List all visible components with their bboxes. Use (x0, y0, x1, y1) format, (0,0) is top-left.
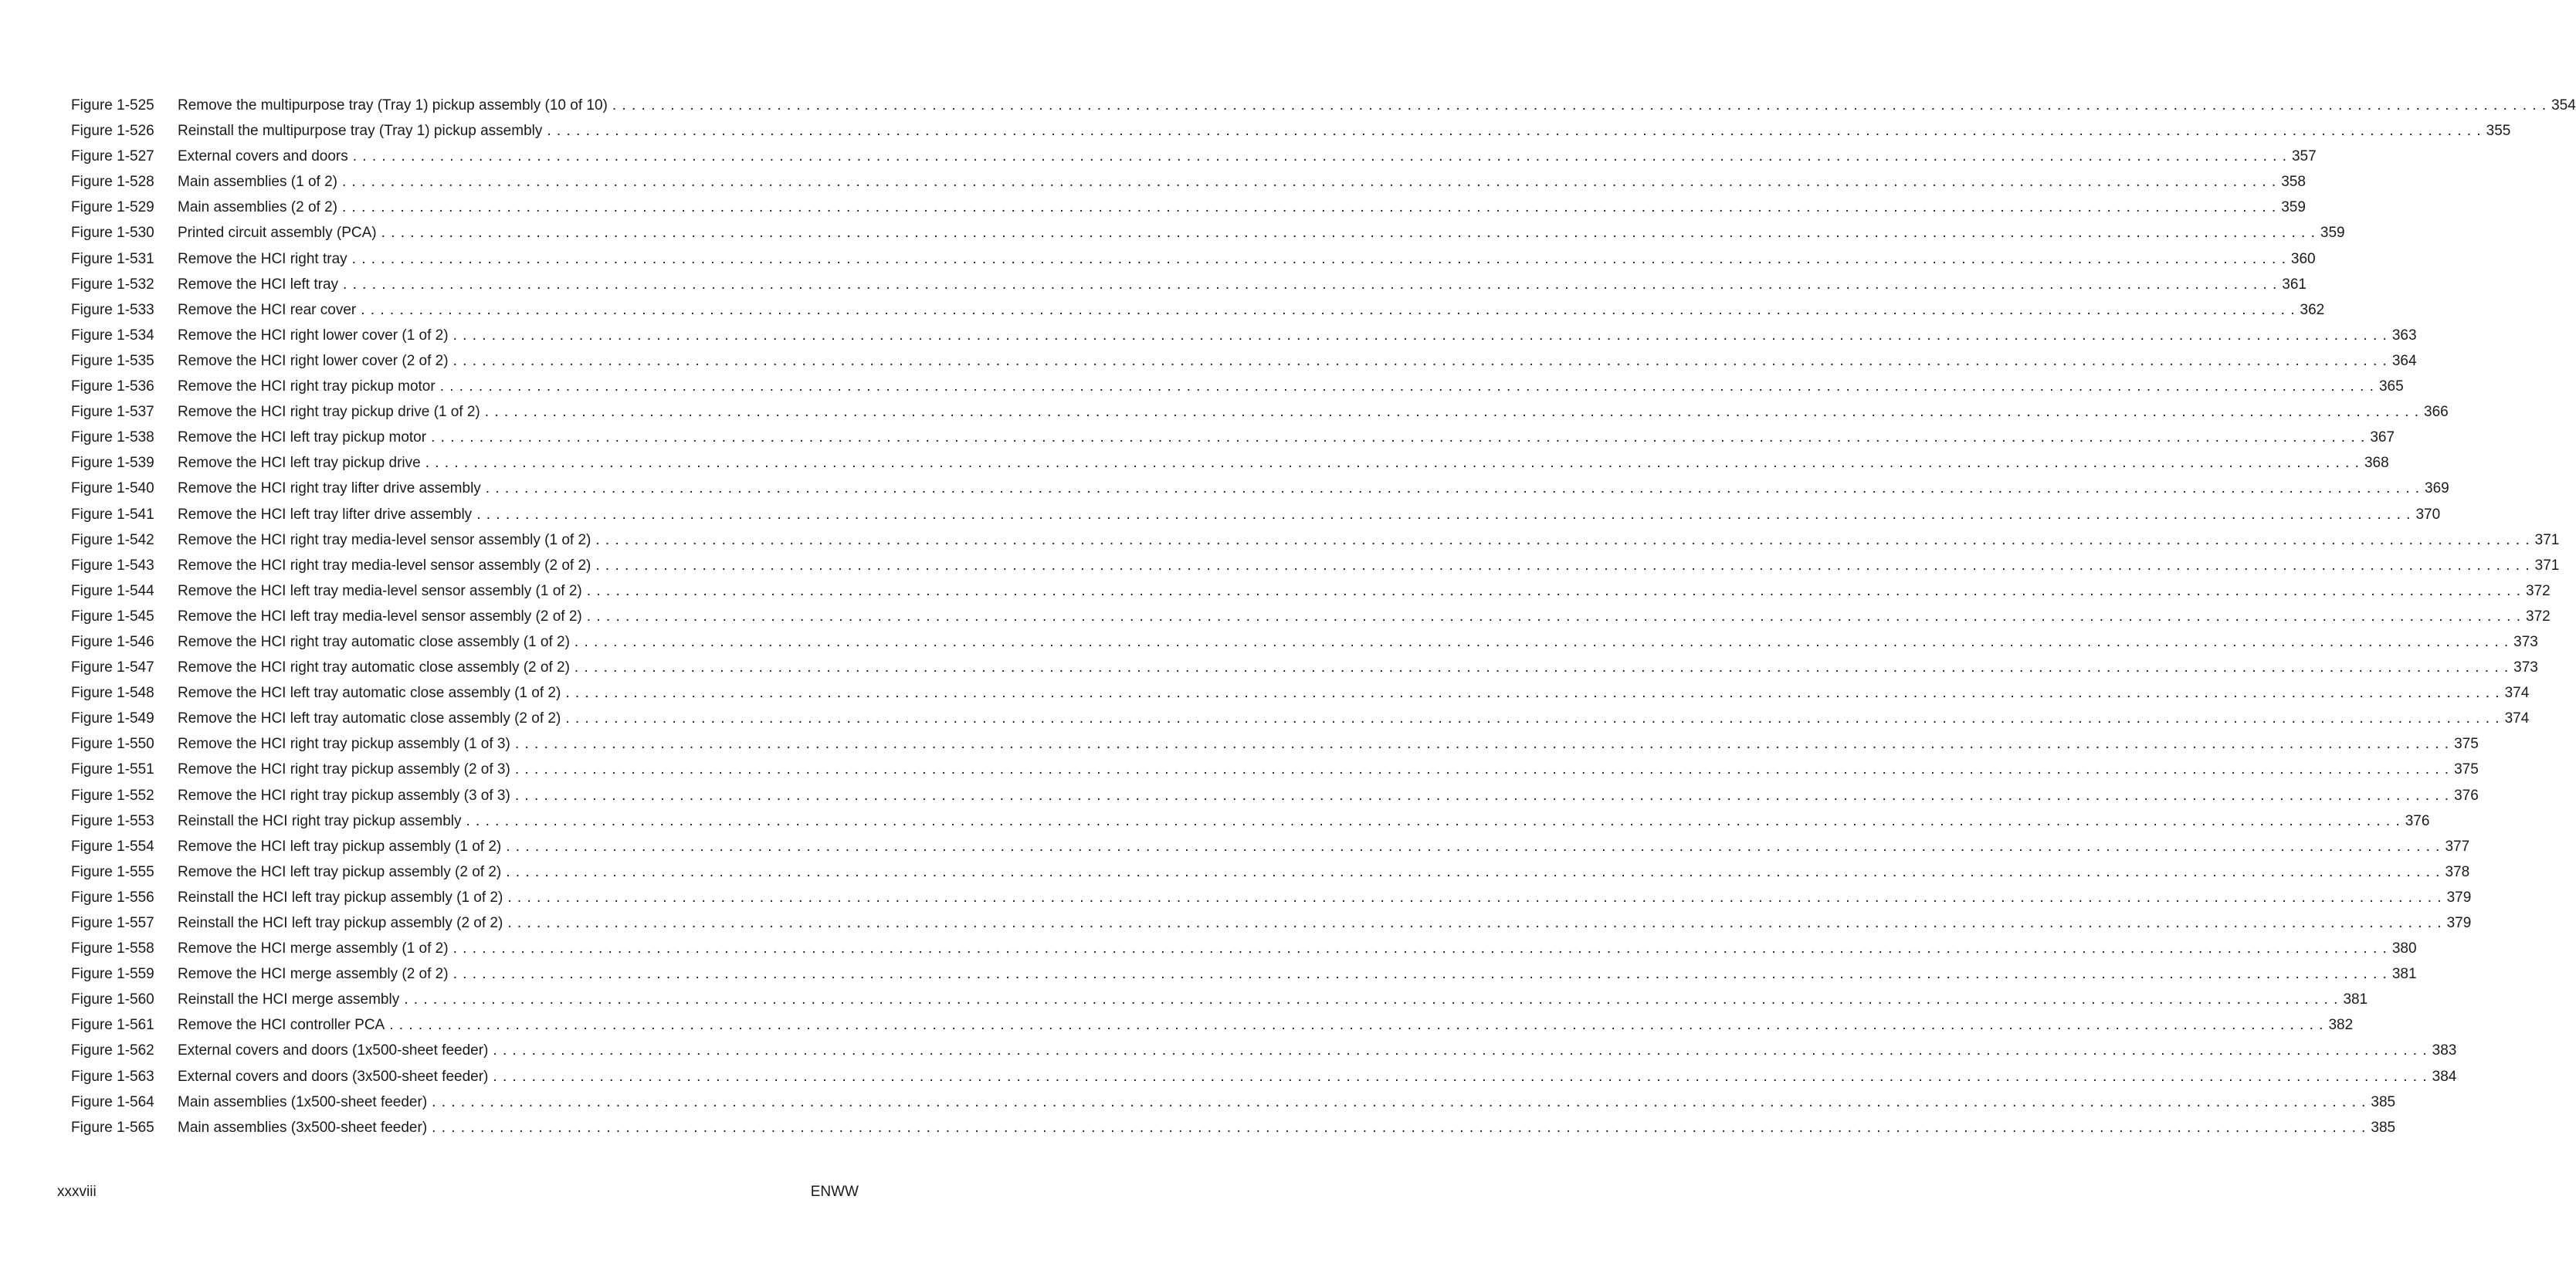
figure-title: Remove the HCI left tray pickup motor (178, 429, 427, 446)
figure-number: Figure 1-526 (71, 123, 154, 140)
figure-title: Remove the HCI left tray automatic close assembly (2 of 2) (178, 710, 561, 727)
page-number: 383 (2432, 1042, 2457, 1059)
dot-leader: . . . . . . . . . . . . . . . . . . . . . . . . . . . . . . . . . . . . . . . . . . . . . . . . . . . . . . . . . . . . . . . . . . . . . . . . . . . . . . . . . . . . . . . . . . . . . . . . . . . . . . . . . . . . . . . . . . . . . . . . . . . . . . . . . . . . . . . . . . . . . . . . . . . . . . . . . . . . . . . . . . . . . . . . . . . . . . . . . . . . . . . . . . . . . . . . . . . . . . . . (586, 608, 2522, 625)
figure-number: Figure 1-527 (71, 148, 154, 165)
page-number: 379 (2446, 915, 2472, 931)
figure-number: Figure 1-564 (71, 1093, 154, 1110)
figure-number: Figure 1-529 (71, 199, 154, 216)
figure-number: Figure 1-538 (71, 429, 154, 446)
figure-title: Reinstall the multipurpose tray (Tray 1) pickup assembly (178, 123, 543, 140)
page-number: 371 (2534, 531, 2560, 548)
toc-entry[interactable] (71, 987, 2368, 1012)
figure-title: Main assemblies (3x500-sheet feeder) (178, 1119, 428, 1136)
figure-number: Figure 1-548 (71, 685, 154, 702)
figure-number: Figure 1-561 (71, 1017, 154, 1034)
toc-entry[interactable] (71, 1115, 2396, 1140)
dot-leader: . . . . . . . . . . . . . . . . . . . . . . . . . . . . . . . . . . . . . . . . . . . . . . . . . . . . . . . . . . . . . . . . . . . . . . . . . . . . . . . . . . . . . . . . . . . . . . . . . . . . . . . . . . . . . . . . . . . . . . . . . . . . . . . . . . . . . . . . . . . . . . . . . . . . . . . . . . . . . . . . . . . . . . . . . . . . . . . . . . . . . . . . . . . . . . . . . . . . . . . . (574, 633, 2510, 650)
toc-entry[interactable] (71, 246, 2316, 272)
toc-entry[interactable] (71, 144, 2317, 169)
figure-number: Figure 1-552 (71, 787, 154, 804)
figure-title: Remove the HCI left tray media-level sensor assembly (1 of 2) (178, 582, 582, 599)
page-number: 371 (2534, 557, 2560, 574)
figure-number: Figure 1-556 (71, 889, 154, 906)
figure-number: Figure 1-528 (71, 174, 154, 191)
figure-number: Figure 1-533 (71, 301, 154, 318)
toc-entry[interactable] (71, 1012, 2354, 1038)
page-number: 382 (2328, 1017, 2354, 1034)
toc-entry[interactable] (71, 1038, 2457, 1063)
dot-leader: . . . . . . . . . . . . . . . . . . . . . . . . . . . . . . . . . . . . . . . . . . . . . . . . . . . . . . . . . . . . . . . . . . . . . . . . . . . . . . . . . . . . . . . . . . . . . . . . . . . . . . . . . . . . . . . . . . . . . . . . . . . . . . . . . . . . . . . . . . . . . . . . . . . . . . . . . . . . . . . . . . . . . . . . . . . . . . . . . . . . . . . . . . . . . . . . . . . . . . . . (431, 429, 2366, 446)
toc-entry[interactable] (71, 323, 2417, 348)
page-number: 360 (2290, 250, 2316, 267)
figure-title: Remove the HCI left tray media-level sensor assembly (2 of 2) (178, 608, 582, 625)
dot-leader: . . . . . . . . . . . . . . . . . . . . . . . . . . . . . . . . . . . . . . . . . . . . . . . . . . . . . . . . . . . . . . . . . . . . . . . . . . . . . . . . . . . . . . . . . . . . . . . . . . . . . . . . . . . . . . . . . . . . . . . . . . . . . . . . . . . . . . . . . . . . . . . . . . . . . . . . . . . . . . . . . . . . . . . . . . . . . . . . . . . . . . . . . . . . . . . . . . . . . . . . (493, 1042, 2428, 1059)
toc-entry[interactable] (71, 476, 2449, 501)
toc-entry[interactable] (71, 961, 2417, 987)
figure-title: Remove the HCI left tray pickup assembly (2 of 2) (178, 863, 502, 880)
dot-leader: . . . . . . . . . . . . . . . . . . . . . . . . . . . . . . . . . . . . . . . . . . . . . . . . . . . . . . . . . . . . . . . . . . . . . . . . . . . . . . . . . . . . . . . . . . . . . . . . . . . . . . . . . . . . . . . . . . . . . . . . . . . . . . . . . . . . . . . . . . . . . . . . . . . . . . . . . . . . . . . . . . . . . . . . . . . . . . . . . . . . . . . . . . . . . . . . . . . . . . . . (493, 1068, 2428, 1085)
figure-title: Remove the HCI right tray automatic close assembly (2 of 2) (178, 659, 570, 676)
page-number: 355 (2486, 123, 2511, 140)
page-number: 359 (2281, 199, 2306, 216)
dot-leader: . . . . . . . . . . . . . . . . . . . . . . . . . . . . . . . . . . . . . . . . . . . . . . . . . . . . . . . . . . . . . . . . . . . . . . . . . . . . . . . . . . . . . . . . . . . . . . . . . . . . . . . . . . . . . . . . . . . . . . . . . . . . . . . . . . . . . . . . . . . . . . . . . . . . . . . . . . . . . . . . . . . . . . . . . . . . . . . . . . . . . . . . . . . . . . . . . . . . . . . . (351, 250, 2286, 267)
toc-entry[interactable] (71, 604, 2551, 629)
page-number: 358 (2281, 174, 2306, 191)
figure-title: Remove the HCI rear cover (178, 301, 357, 318)
figure-title: Remove the HCI left tray pickup drive (178, 455, 421, 472)
dot-leader: . . . . . . . . . . . . . . . . . . . . . . . . . . . . . . . . . . . . . . . . . . . . . . . . . . . . . . . . . . . . . . . . . . . . . . . . . . . . . . . . . . . . . . . . . . . . . . . . . . . . . . . . . . . . . . . . . . . . . . . . . . . . . . . . . . . . . . . . . . . . . . . . . . . . . . . . . . . . . . . . . . . . . . . . . . . . . . . . . . . . . . . . . . . . . . . . . . . . . . . . (484, 404, 2420, 421)
dot-leader: . . . . . . . . . . . . . . . . . . . . . . . . . . . . . . . . . . . . . . . . . . . . . . . . . . . . . . . . . . . . . . . . . . . . . . . . . . . . . . . . . . . . . . . . . . . . . . . . . . . . . . . . . . . . . . . . . . . . . . . . . . . . . . . . . . . . . . . . . . . . . . . . . . . . . . . . . . . . . . . . . . . . . . . . . . . . . . . . . . . . . . . . . . . . . . . . . . . . . . . . (506, 863, 2441, 880)
figure-title: Remove the HCI merge assembly (2 of 2) (178, 966, 449, 983)
toc-entry[interactable] (71, 169, 2306, 195)
toc-entry[interactable] (71, 297, 2325, 323)
dot-leader: . . . . . . . . . . . . . . . . . . . . . . . . . . . . . . . . . . . . . . . . . . . . . . . . . . . . . . . . . . . . . . . . . . . . . . . . . . . . . . . . . . . . . . . . . . . . . . . . . . . . . . . . . . . . . . . . . . . . . . . . . . . . . . . . . . . . . . . . . . . . . . . . . . . . . . . . . . . . . . . . . . . . . . . . . . . . . . . . . . . . . . . . . . . . . . . . . . . . . . . . (595, 531, 2530, 548)
dot-leader: . . . . . . . . . . . . . . . . . . . . . . . . . . . . . . . . . . . . . . . . . . . . . . . . . . . . . . . . . . . . . . . . . . . . . . . . . . . . . . . . . . . . . . . . . . . . . . . . . . . . . . . . . . . . . . . . . . . . . . . . . . . . . . . . . . . . . . . . . . . . . . . . . . . . . . . . . . . . . . . . . . . . . . . . . . . . . . . . . . . . . . . . . . . . . . . . . . . . . . . . (612, 97, 2547, 114)
toc-entry[interactable] (71, 910, 2472, 936)
figure-title: Remove the HCI right tray media-level sensor assembly (1 of 2) (178, 531, 591, 548)
dot-leader: . . . . . . . . . . . . . . . . . . . . . . . . . . . . . . . . . . . . . . . . . . . . . . . . . . . . . . . . . . . . . . . . . . . . . . . . . . . . . . . . . . . . . . . . . . . . . . . . . . . . . . . . . . . . . . . . . . . . . . . . . . . . . . . . . . . . . . . . . . . . . . . . . . . . . . . . . . . . . . . . . . . . . . . . . . . . . . . . . . . . . . . . . . . . . . . . . . . . . . . . (514, 736, 2450, 753)
figure-title: Remove the HCI right tray lifter drive assembly (178, 480, 481, 497)
dot-leader: . . . . . . . . . . . . . . . . . . . . . . . . . . . . . . . . . . . . . . . . . . . . . . . . . . . . . . . . . . . . . . . . . . . . . . . . . . . . . . . . . . . . . . . . . . . . . . . . . . . . . . . . . . . . . . . . . . . . . . . . . . . . . . . . . . . . . . . . . . . . . . . . . . . . . . . . . . . . . . . . . . . . . . . . . . . . . . . . . . . . . . . . . . . . . . . . . . . . . . . . (452, 940, 2388, 957)
dot-leader: . . . . . . . . . . . . . . . . . . . . . . . . . . . . . . . . . . . . . . . . . . . . . . . . . . . . . . . . . . . . . . . . . . . . . . . . . . . . . . . . . . . . . . . . . . . . . . . . . . . . . . . . . . . . . . . . . . . . . . . . . . . . . . . . . . . . . . . . . . . . . . . . . . . . . . . . . . . . . . . . . . . . . . . . . . . . . . . . . . . . . . . . . . . . . . . . . . . . . . . . (507, 889, 2442, 906)
toc-entry[interactable] (71, 220, 2345, 246)
dot-leader: . . . . . . . . . . . . . . . . . . . . . . . . . . . . . . . . . . . . . . . . . . . . . . . . . . . . . . . . . . . . . . . . . . . . . . . . . . . . . . . . . . . . . . . . . . . . . . . . . . . . . . . . . . . . . . . . . . . . . . . . . . . . . . . . . . . . . . . . . . . . . . . . . . . . . . . . . . . . . . . . . . . . . . . . . . . . . . . . . . . . . . . . . . . . . . . . . . . . . . . . (343, 276, 2278, 293)
dot-leader: . . . . . . . . . . . . . . . . . . . . . . . . . . . . . . . . . . . . . . . . . . . . . . . . . . . . . . . . . . . . . . . . . . . . . . . . . . . . . . . . . . . . . . . . . . . . . . . . . . . . . . . . . . . . . . . . . . . . . . . . . . . . . . . . . . . . . . . . . . . . . . . . . . . . . . . . . . . . . . . . . . . . . . . . . . . . . . . . . . . . . . . . . . . . . . . . . . . . . . . . (586, 582, 2522, 599)
figure-title: Remove the HCI right lower cover (1 of 2) (178, 327, 449, 344)
page-number: 372 (2526, 582, 2551, 599)
page-number: 357 (2291, 148, 2317, 165)
footer-doc-code: ENWW (810, 1184, 859, 1200)
figure-title: Remove the HCI controller PCA (178, 1017, 385, 1034)
dot-leader: . . . . . . . . . . . . . . . . . . . . . . . . . . . . . . . . . . . . . . . . . . . . . . . . . . . . . . . . . . . . . . . . . . . . . . . . . . . . . . . . . . . . . . . . . . . . . . . . . . . . . . . . . . . . . . . . . . . . . . . . . . . . . . . . . . . . . . . . . . . . . . . . . . . . . . . . . . . . . . . . . . . . . . . . . . . . . . . . . . . . . . . . . . . . . . . . . . . . . . . . (452, 327, 2388, 344)
toc-entry[interactable] (71, 757, 2479, 782)
toc-entry[interactable] (71, 195, 2306, 220)
figure-title: Remove the HCI left tray pickup assembly (1 of 2) (178, 838, 502, 855)
dot-leader: . . . . . . . . . . . . . . . . . . . . . . . . . . . . . . . . . . . . . . . . . . . . . . . . . . . . . . . . . . . . . . . . . . . . . . . . . . . . . . . . . . . . . . . . . . . . . . . . . . . . . . . . . . . . . . . . . . . . . . . . . . . . . . . . . . . . . . . . . . . . . . . . . . . . . . . . . . . . . . . . . . . . . . . . . . . . . . . . . . . . . . . . . . . . . . . . . . . . . . . . (476, 506, 2412, 523)
page-number: 378 (2445, 863, 2470, 880)
toc-entry[interactable] (71, 93, 2576, 118)
dot-leader: . . . . . . . . . . . . . . . . . . . . . . . . . . . . . . . . . . . . . . . . . . . . . . . . . . . . . . . . . . . . . . . . . . . . . . . . . . . . . . . . . . . . . . . . . . . . . . . . . . . . . . . . . . . . . . . . . . . . . . . . . . . . . . . . . . . . . . . . . . . . . . . . . . . . . . . . . . . . . . . . . . . . . . . . . . . . . . . . . . . . . . . . . . . . . . . . . . . . . . . . (565, 685, 2500, 702)
figure-number: Figure 1-525 (71, 97, 154, 114)
toc-entry[interactable] (71, 808, 2430, 834)
figure-number: Figure 1-543 (71, 557, 154, 574)
dot-leader: . . . . . . . . . . . . . . . . . . . . . . . . . . . . . . . . . . . . . . . . . . . . . . . . . . . . . . . . . . . . . . . . . . . . . . . . . . . . . . . . . . . . . . . . . . . . . . . . . . . . . . . . . . . . . . . . . . . . . . . . . . . . . . . . . . . . . . . . . . . . . . . . . . . . . . . . . . . . . . . . . . . . . . . . . . . . . . . . . . . . . . . . . . . . . . . . . . . . . . . . (352, 148, 2287, 165)
page-number: 380 (2391, 940, 2417, 957)
figure-title: Remove the HCI right tray pickup assembly (2 of 3) (178, 761, 510, 778)
page-number: 376 (2405, 812, 2430, 829)
dot-leader: . . . . . . . . . . . . . . . . . . . . . . . . . . . . . . . . . . . . . . . . . . . . . . . . . . . . . . . . . . . . . . . . . . . . . . . . . . . . . . . . . . . . . . . . . . . . . . . . . . . . . . . . . . . . . . . . . . . . . . . . . . . . . . . . . . . . . . . . . . . . . . . . . . . . . . . . . . . . . . . . . . . . . . . . . . . . . . . . . . . . . . . . . . . . . . . . . . . . . . . . (432, 1093, 2367, 1110)
toc-entry[interactable] (71, 680, 2530, 706)
page-number: 368 (2364, 455, 2389, 472)
dot-leader: . . . . . . . . . . . . . . . . . . . . . . . . . . . . . . . . . . . . . . . . . . . . . . . . . . . . . . . . . . . . . . . . . . . . . . . . . . . . . . . . . . . . . . . . . . . . . . . . . . . . . . . . . . . . . . . . . . . . . . . . . . . . . . . . . . . . . . . . . . . . . . . . . . . . . . . . . . . . . . . . . . . . . . . . . . . . . . . . . . . . . . . . . . . . . . . . . . . . . . . . (341, 199, 2277, 216)
figure-number: Figure 1-553 (71, 812, 154, 829)
figure-number: Figure 1-562 (71, 1042, 154, 1059)
figure-number: Figure 1-530 (71, 225, 154, 242)
figure-title: Remove the HCI right lower cover (2 of 2) (178, 352, 449, 369)
figure-title: External covers and doors (178, 148, 348, 165)
figure-title: Remove the HCI right tray pickup drive (1 of 2) (178, 404, 480, 421)
dot-leader: . . . . . . . . . . . . . . . . . . . . . . . . . . . . . . . . . . . . . . . . . . . . . . . . . . . . . . . . . . . . . . . . . . . . . . . . . . . . . . . . . . . . . . . . . . . . . . . . . . . . . . . . . . . . . . . . . . . . . . . . . . . . . . . . . . . . . . . . . . . . . . . . . . . . . . . . . . . . . . . . . . . . . . . . . . . . . . . . . . . . . . . . . . . . . . . . . . . . . . . . (547, 123, 2482, 140)
toc-entry[interactable] (71, 399, 2449, 425)
figure-title: Remove the HCI left tray automatic close assembly (1 of 2) (178, 685, 561, 702)
page-number: 374 (2504, 710, 2530, 727)
figure-number: Figure 1-559 (71, 966, 154, 983)
figure-number: Figure 1-539 (71, 455, 154, 472)
dot-leader: . . . . . . . . . . . . . . . . . . . . . . . . . . . . . . . . . . . . . . . . . . . . . . . . . . . . . . . . . . . . . . . . . . . . . . . . . . . . . . . . . . . . . . . . . . . . . . . . . . . . . . . . . . . . . . . . . . . . . . . . . . . . . . . . . . . . . . . . . . . . . . . . . . . . . . . . . . . . . . . . . . . . . . . . . . . . . . . . . . . . . . . . . . . . . . . . . . . . . . . . (425, 455, 2360, 472)
figure-title: Reinstall the HCI right tray pickup assembly (178, 812, 462, 829)
toc-entry[interactable] (71, 1064, 2457, 1089)
dot-leader: . . . . . . . . . . . . . . . . . . . . . . . . . . . . . . . . . . . . . . . . . . . . . . . . . . . . . . . . . . . . . . . . . . . . . . . . . . . . . . . . . . . . . . . . . . . . . . . . . . . . . . . . . . . . . . . . . . . . . . . . . . . . . . . . . . . . . . . . . . . . . . . . . . . . . . . . . . . . . . . . . . . . . . . . . . . . . . . . . . . . . . . . . . . . . . . . . . . . . . . . (452, 352, 2388, 369)
page-number: 375 (2454, 736, 2479, 753)
figure-number: Figure 1-565 (71, 1119, 154, 1136)
figure-number: Figure 1-534 (71, 327, 154, 344)
figure-title: Main assemblies (2 of 2) (178, 199, 337, 216)
page-number: 375 (2454, 761, 2479, 778)
figure-title: Remove the multipurpose tray (Tray 1) pickup assembly (10 of 10) (178, 97, 608, 114)
toc-entry[interactable] (71, 502, 2441, 527)
figure-title: Remove the HCI merge assembly (1 of 2) (178, 940, 449, 957)
dot-leader: . . . . . . . . . . . . . . . . . . . . . . . . . . . . . . . . . . . . . . . . . . . . . . . . . . . . . . . . . . . . . . . . . . . . . . . . . . . . . . . . . . . . . . . . . . . . . . . . . . . . . . . . . . . . . . . . . . . . . . . . . . . . . . . . . . . . . . . . . . . . . . . . . . . . . . . . . . . . . . . . . . . . . . . . . . . . . . . . . . . . . . . . . . . . . . . . . . . . . . . . (514, 761, 2450, 778)
toc-entry[interactable] (71, 272, 2307, 297)
figure-number: Figure 1-551 (71, 761, 154, 778)
page-number: 369 (2425, 480, 2449, 497)
figure-title: Reinstall the HCI left tray pickup assembly (2 of 2) (178, 915, 503, 931)
page-number: 381 (2343, 991, 2368, 1008)
toc-entry[interactable] (71, 655, 2538, 680)
page-number: 379 (2446, 889, 2472, 906)
figure-number: Figure 1-542 (71, 531, 154, 548)
dot-leader: . . . . . . . . . . . . . . . . . . . . . . . . . . . . . . . . . . . . . . . . . . . . . . . . . . . . . . . . . . . . . . . . . . . . . . . . . . . . . . . . . . . . . . . . . . . . . . . . . . . . . . . . . . . . . . . . . . . . . . . . . . . . . . . . . . . . . . . . . . . . . . . . . . . . . . . . . . . . . . . . . . . . . . . . . . . . . . . . . . . . . . . . . . . . . . . . . . . . . . . . (485, 480, 2421, 497)
page-number: 365 (2378, 378, 2404, 395)
toc-entry[interactable] (71, 885, 2472, 910)
figure-title: Remove the HCI right tray automatic close assembly (1 of 2) (178, 633, 570, 650)
footer-page-number: xxxviii (57, 1184, 97, 1200)
toc-entry[interactable] (71, 348, 2417, 374)
toc-entry[interactable] (71, 629, 2538, 655)
figure-number: Figure 1-555 (71, 863, 154, 880)
figure-title: Remove the HCI right tray pickup motor (178, 378, 436, 395)
toc-entry[interactable] (71, 834, 2470, 859)
page-number: 377 (2445, 838, 2470, 855)
page-number: 373 (2513, 633, 2538, 650)
dot-leader: . . . . . . . . . . . . . . . . . . . . . . . . . . . . . . . . . . . . . . . . . . . . . . . . . . . . . . . . . . . . . . . . . . . . . . . . . . . . . . . . . . . . . . . . . . . . . . . . . . . . . . . . . . . . . . . . . . . . . . . . . . . . . . . . . . . . . . . . . . . . . . . . . . . . . . . . . . . . . . . . . . . . . . . . . . . . . . . . . . . . . . . . . . . . . . . . . . . . . . . . (452, 966, 2388, 983)
figure-title: Reinstall the HCI merge assembly (178, 991, 400, 1008)
toc-entry[interactable] (71, 374, 2404, 399)
dot-leader: . . . . . . . . . . . . . . . . . . . . . . . . . . . . . . . . . . . . . . . . . . . . . . . . . . . . . . . . . . . . . . . . . . . . . . . . . . . . . . . . . . . . . . . . . . . . . . . . . . . . . . . . . . . . . . . . . . . . . . . . . . . . . . . . . . . . . . . . . . . . . . . . . . . . . . . . . . . . . . . . . . . . . . . . . . . . . . . . . . . . . . . . . . . . . . . . . . . . . . . . (439, 378, 2374, 395)
dot-leader: . . . . . . . . . . . . . . . . . . . . . . . . . . . . . . . . . . . . . . . . . . . . . . . . . . . . . . . . . . . . . . . . . . . . . . . . . . . . . . . . . . . . . . . . . . . . . . . . . . . . . . . . . . . . . . . . . . . . . . . . . . . . . . . . . . . . . . . . . . . . . . . . . . . . . . . . . . . . . . . . . . . . . . . . . . . . . . . . . . . . . . . . . . . . . . . . . . . . . . . . (466, 812, 2401, 829)
figure-title: Remove the HCI right tray pickup assembly (1 of 3) (178, 736, 510, 753)
figure-number: Figure 1-547 (71, 659, 154, 676)
figure-title: External covers and doors (1x500-sheet feeder) (178, 1042, 489, 1059)
toc-entry[interactable] (71, 731, 2479, 757)
page-number: 361 (2282, 276, 2307, 293)
figure-title: Remove the HCI right tray (178, 250, 347, 267)
figure-number: Figure 1-535 (71, 352, 154, 369)
dot-leader: . . . . . . . . . . . . . . . . . . . . . . . . . . . . . . . . . . . . . . . . . . . . . . . . . . . . . . . . . . . . . . . . . . . . . . . . . . . . . . . . . . . . . . . . . . . . . . . . . . . . . . . . . . . . . . . . . . . . . . . . . . . . . . . . . . . . . . . . . . . . . . . . . . . . . . . . . . . . . . . . . . . . . . . . . . . . . . . . . . . . . . . . . . . . . . . . . . . . . . . . (506, 838, 2441, 855)
page-number: 376 (2454, 787, 2479, 804)
page-number: 373 (2513, 659, 2538, 676)
toc-entry[interactable] (71, 118, 2511, 144)
page-number: 354 (2551, 97, 2576, 114)
page-number: 362 (2300, 301, 2325, 318)
toc-entry[interactable] (71, 450, 2389, 476)
dot-leader: . . . . . . . . . . . . . . . . . . . . . . . . . . . . . . . . . . . . . . . . . . . . . . . . . . . . . . . . . . . . . . . . . . . . . . . . . . . . . . . . . . . . . . . . . . . . . . . . . . . . . . . . . . . . . . . . . . . . . . . . . . . . . . . . . . . . . . . . . . . . . . . . . . . . . . . . . . . . . . . . . . . . . . . . . . . . . . . . . . . . . . . . . . . . . . . . . . . . . . . . (389, 1017, 2324, 1034)
dot-leader: . . . . . . . . . . . . . . . . . . . . . . . . . . . . . . . . . . . . . . . . . . . . . . . . . . . . . . . . . . . . . . . . . . . . . . . . . . . . . . . . . . . . . . . . . . . . . . . . . . . . . . . . . . . . . . . . . . . . . . . . . . . . . . . . . . . . . . . . . . . . . . . . . . . . . . . . . . . . . . . . . . . . . . . . . . . . . . . . . . . . . . . . . . . . . . . . . . . . . . . . (361, 301, 2296, 318)
page-number: 385 (2371, 1119, 2396, 1136)
figure-title: Remove the HCI right tray pickup assembly (3 of 3) (178, 787, 510, 804)
figure-number: Figure 1-557 (71, 915, 154, 931)
figure-title: Main assemblies (1x500-sheet feeder) (178, 1093, 428, 1110)
figure-number: Figure 1-554 (71, 838, 154, 855)
figure-title: Remove the HCI left tray (178, 276, 339, 293)
toc-entry[interactable] (71, 706, 2530, 731)
dot-leader: . . . . . . . . . . . . . . . . . . . . . . . . . . . . . . . . . . . . . . . . . . . . . . . . . . . . . . . . . . . . . . . . . . . . . . . . . . . . . . . . . . . . . . . . . . . . . . . . . . . . . . . . . . . . . . . . . . . . . . . . . . . . . . . . . . . . . . . . . . . . . . . . . . . . . . . . . . . . . . . . . . . . . . . . . . . . . . . . . . . . . . . . . . . . . . . . . . . . . . . . (381, 225, 2316, 242)
figure-title: Main assemblies (1 of 2) (178, 174, 337, 191)
page-number: 363 (2391, 327, 2417, 344)
figure-title: External covers and doors (3x500-sheet feeder) (178, 1068, 489, 1085)
toc-entry[interactable] (71, 425, 2395, 450)
page-number: 370 (2415, 506, 2441, 523)
page-number: 359 (2320, 225, 2345, 242)
dot-leader: . . . . . . . . . . . . . . . . . . . . . . . . . . . . . . . . . . . . . . . . . . . . . . . . . . . . . . . . . . . . . . . . . . . . . . . . . . . . . . . . . . . . . . . . . . . . . . . . . . . . . . . . . . . . . . . . . . . . . . . . . . . . . . . . . . . . . . . . . . . . . . . . . . . . . . . . . . . . . . . . . . . . . . . . . . . . . . . . . . . . . . . . . . . . . . . . . . . . . . . . (507, 915, 2442, 931)
page-number: 372 (2526, 608, 2551, 625)
figure-number: Figure 1-531 (71, 250, 154, 267)
figure-number: Figure 1-550 (71, 736, 154, 753)
figure-number: Figure 1-563 (71, 1068, 154, 1085)
dot-leader: . . . . . . . . . . . . . . . . . . . . . . . . . . . . . . . . . . . . . . . . . . . . . . . . . . . . . . . . . . . . . . . . . . . . . . . . . . . . . . . . . . . . . . . . . . . . . . . . . . . . . . . . . . . . . . . . . . . . . . . . . . . . . . . . . . . . . . . . . . . . . . . . . . . . . . . . . . . . . . . . . . . . . . . . . . . . . . . . . . . . . . . . . . . . . . . . . . . . . . . . (514, 787, 2450, 804)
toc-entry[interactable] (71, 783, 2479, 808)
figure-title: Printed circuit assembly (PCA) (178, 225, 377, 242)
figure-number: Figure 1-545 (71, 608, 154, 625)
figure-title: Remove the HCI left tray lifter drive assembly (178, 506, 473, 523)
page-number: 385 (2371, 1093, 2396, 1110)
figure-number: Figure 1-537 (71, 404, 154, 421)
figure-title: Remove the HCI right tray media-level sensor assembly (2 of 2) (178, 557, 591, 574)
page-number: 374 (2504, 685, 2530, 702)
dot-leader: . . . . . . . . . . . . . . . . . . . . . . . . . . . . . . . . . . . . . . . . . . . . . . . . . . . . . . . . . . . . . . . . . . . . . . . . . . . . . . . . . . . . . . . . . . . . . . . . . . . . . . . . . . . . . . . . . . . . . . . . . . . . . . . . . . . . . . . . . . . . . . . . . . . . . . . . . . . . . . . . . . . . . . . . . . . . . . . . . . . . . . . . . . . . . . . . . . . . . . . . (341, 174, 2277, 191)
figure-number: Figure 1-540 (71, 480, 154, 497)
toc-entry[interactable] (71, 527, 2560, 553)
figure-number: Figure 1-560 (71, 991, 154, 1008)
toc-entry[interactable] (71, 1089, 2396, 1115)
page-number: 366 (2424, 404, 2449, 421)
page-number: 381 (2391, 966, 2417, 983)
dot-leader: . . . . . . . . . . . . . . . . . . . . . . . . . . . . . . . . . . . . . . . . . . . . . . . . . . . . . . . . . . . . . . . . . . . . . . . . . . . . . . . . . . . . . . . . . . . . . . . . . . . . . . . . . . . . . . . . . . . . . . . . . . . . . . . . . . . . . . . . . . . . . . . . . . . . . . . . . . . . . . . . . . . . . . . . . . . . . . . . . . . . . . . . . . . . . . . . . . . . . . . . (565, 710, 2500, 727)
page-number: 364 (2391, 352, 2417, 369)
toc-entry[interactable] (71, 553, 2560, 578)
toc-entry[interactable] (71, 936, 2417, 961)
dot-leader: . . . . . . . . . . . . . . . . . . . . . . . . . . . . . . . . . . . . . . . . . . . . . . . . . . . . . . . . . . . . . . . . . . . . . . . . . . . . . . . . . . . . . . . . . . . . . . . . . . . . . . . . . . . . . . . . . . . . . . . . . . . . . . . . . . . . . . . . . . . . . . . . . . . . . . . . . . . . . . . . . . . . . . . . . . . . . . . . . . . . . . . . . . . . . . . . . . . . . . . . (404, 991, 2339, 1008)
figure-number: Figure 1-546 (71, 633, 154, 650)
figure-number: Figure 1-549 (71, 710, 154, 727)
figure-number: Figure 1-532 (71, 276, 154, 293)
figure-number: Figure 1-558 (71, 940, 154, 957)
figure-number: Figure 1-544 (71, 582, 154, 599)
toc-entry[interactable] (71, 859, 2470, 885)
dot-leader: . . . . . . . . . . . . . . . . . . . . . . . . . . . . . . . . . . . . . . . . . . . . . . . . . . . . . . . . . . . . . . . . . . . . . . . . . . . . . . . . . . . . . . . . . . . . . . . . . . . . . . . . . . . . . . . . . . . . . . . . . . . . . . . . . . . . . . . . . . . . . . . . . . . . . . . . . . . . . . . . . . . . . . . . . . . . . . . . . . . . . . . . . . . . . . . . . . . . . . . . (595, 557, 2530, 574)
page-number: 367 (2370, 429, 2395, 446)
list-of-figures (71, 93, 2576, 1140)
figure-title: Reinstall the HCI left tray pickup assembly (1 of 2) (178, 889, 503, 906)
figure-number: Figure 1-536 (71, 378, 154, 395)
dot-leader: . . . . . . . . . . . . . . . . . . . . . . . . . . . . . . . . . . . . . . . . . . . . . . . . . . . . . . . . . . . . . . . . . . . . . . . . . . . . . . . . . . . . . . . . . . . . . . . . . . . . . . . . . . . . . . . . . . . . . . . . . . . . . . . . . . . . . . . . . . . . . . . . . . . . . . . . . . . . . . . . . . . . . . . . . . . . . . . . . . . . . . . . . . . . . . . . . . . . . . . . (574, 659, 2510, 676)
toc-entry[interactable] (71, 578, 2551, 604)
dot-leader: . . . . . . . . . . . . . . . . . . . . . . . . . . . . . . . . . . . . . . . . . . . . . . . . . . . . . . . . . . . . . . . . . . . . . . . . . . . . . . . . . . . . . . . . . . . . . . . . . . . . . . . . . . . . . . . . . . . . . . . . . . . . . . . . . . . . . . . . . . . . . . . . . . . . . . . . . . . . . . . . . . . . . . . . . . . . . . . . . . . . . . . . . . . . . . . . . . . . . . . . (432, 1119, 2367, 1136)
figure-number: Figure 1-541 (71, 506, 154, 523)
page-number: 384 (2432, 1068, 2457, 1085)
